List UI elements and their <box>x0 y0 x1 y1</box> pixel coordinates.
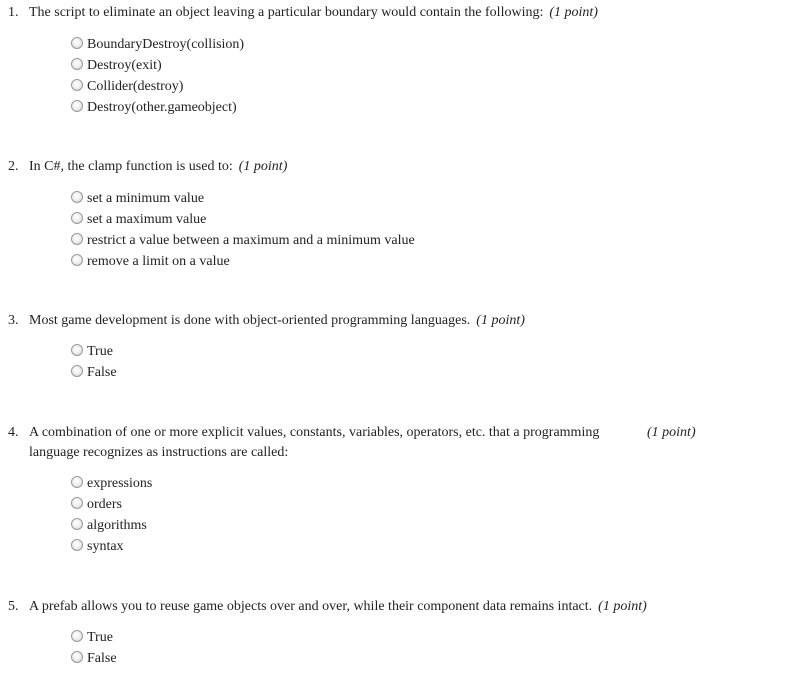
radio-button[interactable] <box>71 539 83 551</box>
option-label[interactable]: orders <box>87 497 122 512</box>
radio-button[interactable] <box>71 497 83 509</box>
option-label[interactable]: set a minimum value <box>87 191 205 206</box>
question-prompt: The script to eliminate an object leaving a particular boundary would contain the following: <box>29 5 544 20</box>
question-prompt: A prefab allows you to reuse game objects over and over, while their component data remains intact. <box>29 599 593 614</box>
question-4-header <box>0 423 812 463</box>
question-text <box>29 3 598 23</box>
radio-button[interactable] <box>71 100 83 112</box>
radio-button[interactable] <box>71 191 83 203</box>
question-number: 5. <box>8 599 19 614</box>
question-number: 1. <box>8 5 19 20</box>
question-4 <box>0 423 812 554</box>
question-points: (1 point) <box>598 599 647 614</box>
radio-button[interactable] <box>71 254 83 266</box>
radio-button[interactable] <box>71 58 83 70</box>
question-points: (1 point) <box>238 159 288 174</box>
question-5-header <box>0 597 812 617</box>
question-text <box>29 157 287 177</box>
question-1 <box>0 3 812 115</box>
question-2 <box>0 157 812 269</box>
question-1-header <box>0 3 812 23</box>
radio-button[interactable] <box>71 365 83 377</box>
option-label[interactable]: syntax <box>87 539 124 554</box>
question-points: (1 point) <box>647 425 696 440</box>
radio-button[interactable] <box>71 233 83 245</box>
radio-button[interactable] <box>71 344 83 356</box>
question-3 <box>0 311 812 380</box>
radio-button[interactable] <box>71 212 83 224</box>
radio-button[interactable] <box>71 651 83 663</box>
option-label[interactable]: Destroy(other.gameobject) <box>87 100 237 115</box>
option-label[interactable]: expressions <box>87 476 153 491</box>
radio-button[interactable] <box>71 518 83 530</box>
option-label[interactable]: remove a limit on a value <box>87 254 230 269</box>
question-2-header <box>0 157 812 177</box>
question-text <box>29 597 647 617</box>
question-number: 2. <box>8 159 19 174</box>
question-number: 3. <box>8 313 19 328</box>
option-label[interactable]: False <box>87 365 117 380</box>
option-label[interactable]: set a maximum value <box>87 212 207 227</box>
question-points: (1 point) <box>476 313 525 328</box>
radio-button[interactable] <box>71 37 83 49</box>
question-3-header <box>0 311 812 331</box>
question-5 <box>0 597 812 666</box>
option-label[interactable]: BoundaryDestroy(collision) <box>87 37 245 52</box>
option-label[interactable]: True <box>87 630 113 645</box>
option-label[interactable]: Destroy(exit) <box>87 58 162 73</box>
option-label[interactable]: restrict a value between a maximum and a minimum value <box>87 233 415 248</box>
option-label[interactable]: algorithms <box>87 518 147 533</box>
question-prompt-line-1: A combination of one or more explicit values, constants, variables, operators, etc. that a programming <box>29 425 600 440</box>
option-label[interactable]: Collider(destroy) <box>87 79 184 94</box>
question-prompt: Most game development is done with object-oriented programming languages. <box>29 313 471 328</box>
question-points: (1 point) <box>549 5 598 20</box>
question-text <box>29 311 525 331</box>
question-prompt: In C#, the clamp function is used to: <box>29 159 233 174</box>
question-prompt-line-2: language recognizes as instructions are called: <box>29 445 289 460</box>
option-label[interactable]: True <box>87 344 113 359</box>
radio-button[interactable] <box>71 476 83 488</box>
option-label[interactable]: False <box>87 651 117 666</box>
radio-button[interactable] <box>71 630 83 642</box>
radio-button[interactable] <box>71 79 83 91</box>
question-number: 4. <box>8 425 19 440</box>
